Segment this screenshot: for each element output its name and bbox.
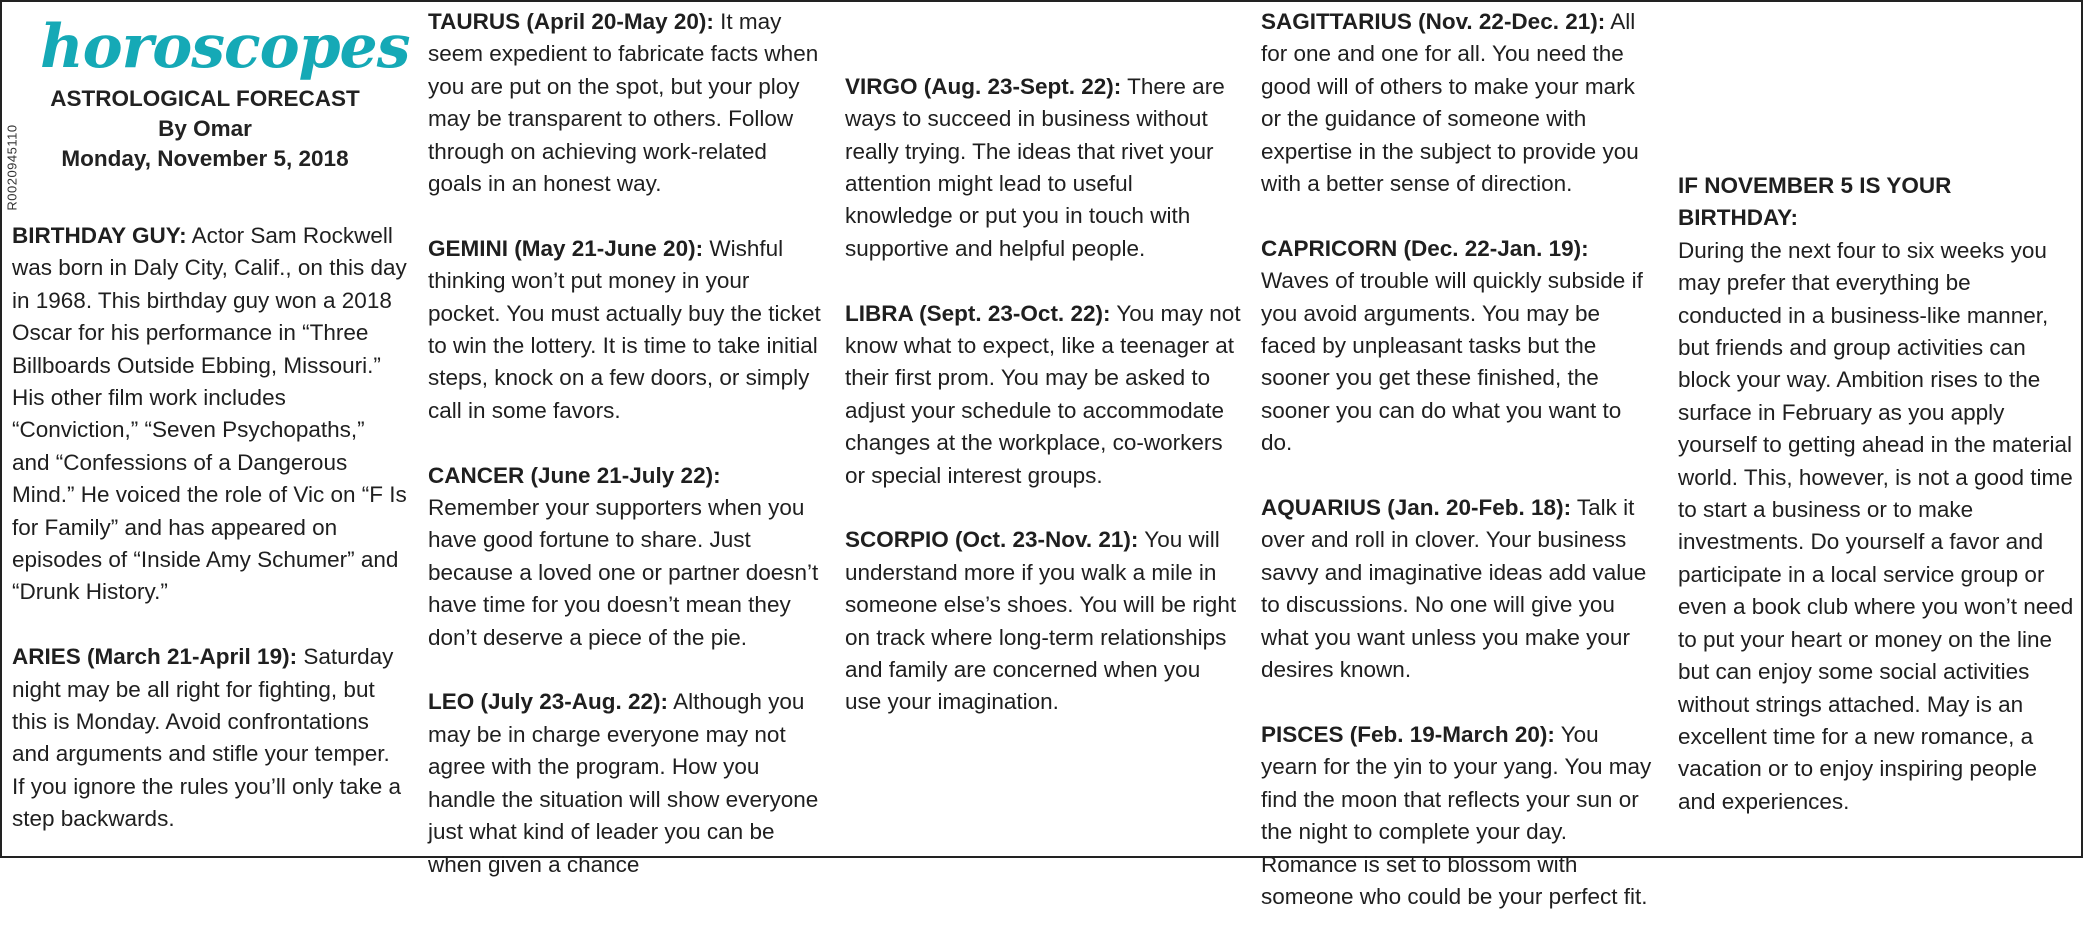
entry-label: CANCER (June 21-July 22):	[428, 462, 721, 488]
entry-label: VIRGO (Aug. 23-Sept. 22):	[845, 73, 1122, 99]
entry-text: Although you may be in charge everyone may not agree with the program. How you handle the situation will show everyone just what kind of leader you can be when given a chance	[428, 689, 819, 877]
entry-text: It may seem expedient to fabricate facts when you are put on the spot, but your ploy may be transparent to others. Follow through on achieving work-related goals in an honest way.	[428, 9, 819, 197]
horoscopes-logo: horoscopes	[40, 12, 410, 82]
entry-text: Talk it over and roll in clover. Your business savvy and imaginative ideas add value to discussions. No one will give you what you want unless you make your desires known.	[1261, 495, 1647, 683]
column-2	[428, 6, 824, 913]
entry-label: LIBRA (Sept. 23-Oct. 22):	[845, 300, 1111, 326]
masthead	[40, 10, 410, 174]
entry-label: IF NOVEMBER 5 IS YOUR BIRTHDAY:	[1678, 173, 1952, 231]
libra-entry	[845, 298, 1241, 492]
masthead-date: Monday, November 5, 2018	[61, 146, 349, 171]
entry-label: GEMINI (May 21-June 20):	[428, 235, 704, 261]
entry-text: Wishful thinking won’t put money in your pocket. You must actually buy the ticket to win the lottery. It is time to take initial steps, knock on a few doors, or simply call in some favors.	[428, 235, 821, 423]
entry-label: CAPRICORN (Dec. 22-Jan. 19):	[1261, 235, 1589, 261]
entry-text: Saturday night may be all right for fighting, but this is Monday. Avoid confrontations and arguments and stifle your temper. If you ignore the rules you’ll only take a step backwards.	[12, 644, 401, 832]
entry-label: SCORPIO (Oct. 23-Nov. 21):	[845, 527, 1139, 553]
column-1	[12, 220, 408, 868]
entry-label: PISCES (Feb. 19-March 20):	[1261, 721, 1555, 747]
birthday-guy-entry	[12, 220, 408, 609]
birthday-forecast-entry	[1678, 170, 2074, 818]
entry-text: You may not know what to expect, like a teenager at their first prom. You may be asked to adjust your schedule to accommodate changes at the workplace, co-workers or special interest groups.	[845, 300, 1241, 488]
entry-text: During the next four to six weeks you may prefer that everything be conducted in a business-like manner, but friends and group activities can block your way. Ambition rises to the surface in February as you apply yourself to getting ahead in the material world. This, however, is not a good time to start a business or to make investments. Do yourself a favor and participate in a local service group or even a book club where you won’t need to put your heart or money on the line but can enjoy some social activities without strings attached. May is an excellent time for a new romance, a vacation or to enjoy inspiring people and experiences.	[1678, 237, 2074, 814]
entry-text: Remember your supporters when you have good fortune to share. Just because a loved one or partner doesn’t have time for you doesn’t mean they don’t deserve a piece of the pie.	[428, 495, 819, 650]
entry-label: ARIES (March 21-April 19):	[12, 644, 298, 670]
capricorn-entry	[1261, 233, 1657, 460]
entry-text: You yearn for the yin to your yang. You may find the moon that reflects your sun or the night to complete your day. Romance is set to blossom with someone who could be your perfect fit.	[1261, 721, 1652, 909]
entry-text: There are ways to succeed in business without really trying. The ideas that rivet your attention might lead to useful knowledge or put you in touch with supportive and helpful people.	[845, 73, 1225, 261]
taurus-entry	[428, 6, 824, 200]
cancer-entry	[428, 460, 824, 654]
entry-text: All for one and one for all. You need the good will of others to make your mark or the guidance of someone with expertise in the subject to provide you with a better sense of direction.	[1261, 9, 1639, 197]
reference-code: R0020945110	[4, 124, 20, 211]
sagittarius-entry	[1261, 6, 1657, 200]
entry-label: LEO (July 23-Aug. 22):	[428, 689, 669, 715]
column-5	[1678, 170, 2074, 851]
entry-text: Actor Sam Rockwell was born in Daly City, Calif., on this day in 1968. This birthday guy won a 2018 Oscar for his performance in “Three Billboards Outside Ebbing, Missouri.” His other film work includes “Conviction,” “Seven Psychopaths,” and “Confessions of a Dangerous Mind.” He voiced the role of Vic on “F Is for Family” and has appeared on episodes of “Inside Amy Schumer” and “Drunk History.”	[12, 223, 407, 605]
entry-text: Waves of trouble will quickly subside if you avoid arguments. You may be faced by unpleasant tasks but the sooner you get these finished, the sooner you can do what you want to do.	[1261, 268, 1643, 456]
entry-label: TAURUS (April 20-May 20):	[428, 9, 714, 34]
scorpio-entry	[845, 524, 1241, 718]
column-3	[845, 0, 1241, 751]
entry-label: BIRTHDAY GUY:	[12, 223, 187, 248]
masthead-subtitle: ASTROLOGICAL FORECAST	[50, 86, 360, 111]
column-4	[1261, 6, 1657, 946]
gemini-entry	[428, 233, 824, 427]
masthead-byline: By Omar	[158, 116, 252, 141]
entry-text: You will understand more if you walk a mile in someone else’s shoes. You will be right on track where long-term relationships and family are concerned when you use your imagination.	[845, 527, 1237, 715]
entry-label: AQUARIUS (Jan. 20-Feb. 18):	[1261, 495, 1572, 521]
pisces-entry	[1261, 719, 1657, 913]
entry-label: SAGITTARIUS (Nov. 22-Dec. 21):	[1261, 9, 1606, 34]
leo-entry	[428, 686, 824, 880]
virgo-entry	[845, 71, 1241, 265]
aries-entry	[12, 641, 408, 835]
aquarius-entry	[1261, 492, 1657, 686]
